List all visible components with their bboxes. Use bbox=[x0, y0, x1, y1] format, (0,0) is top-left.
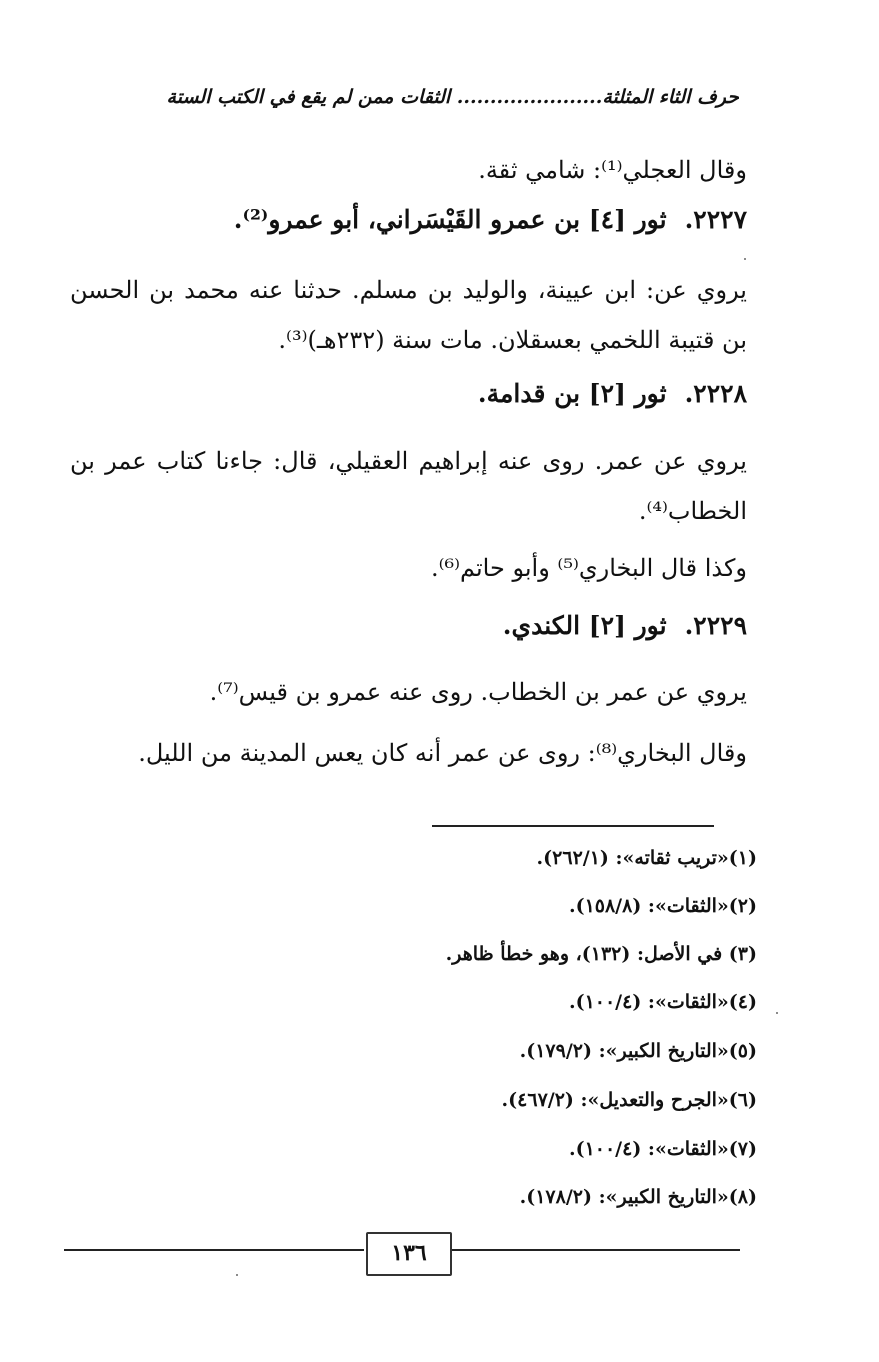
paragraph-ajli: وقال العجلي⁽¹⁾: شامي ثقة. bbox=[478, 156, 747, 184]
entry-2227 bbox=[70, 200, 747, 240]
running-header: حرف الثاء المثلثة...................... الثقات ممن لم يقع في الكتب الستة bbox=[166, 86, 739, 108]
scan-speck bbox=[236, 1274, 238, 1276]
footnote-5: (٥)«التاريخ الكبير»: (١٧٩/٢). bbox=[519, 1040, 757, 1062]
footnote-8: (٨)«التاريخ الكبير»: (١٧٨/٢). bbox=[519, 1186, 757, 1208]
footnote-4: (٤)«الثقات»: (١٠٠/٤). bbox=[568, 991, 757, 1013]
footnote-7: (٧)«الثقات»: (١٠٠/٤). bbox=[568, 1138, 757, 1160]
page-number-rule-right bbox=[450, 1249, 740, 1251]
paragraph-bukhari-2229: وقال البخاري⁽⁸⁾: روى عن عمر أنه كان يعس المدينة من الليل. bbox=[138, 739, 747, 767]
entry-number: ٢٢٢٧. bbox=[684, 205, 747, 234]
page-number: ١٣٦ bbox=[366, 1232, 452, 1276]
entry-title: ثور [٢] بن قدامة. bbox=[477, 379, 667, 408]
scan-speck bbox=[744, 258, 746, 260]
paragraph-2228-body: يروي عن عمر. روى عنه إبراهيم العقيلي، قال: جاءنا كتاب عمر بن الخطاب⁽⁴⁾. bbox=[70, 447, 747, 525]
entry-number: ٢٢٢٨. bbox=[684, 379, 747, 408]
footnote-separator bbox=[432, 825, 714, 827]
entry-2228 bbox=[70, 374, 747, 414]
footnote-1: (١)«تريب ثقاته»: (٢٦٢/١). bbox=[536, 847, 757, 869]
paragraph-2229-body: يروي عن عمر بن الخطاب. روى عنه عمرو بن قيس⁽⁷⁾. bbox=[209, 678, 747, 706]
footnote-2: (٢)«الثقات»: (١٥٨/٨). bbox=[568, 895, 757, 917]
entry-2229 bbox=[70, 606, 747, 646]
paragraph-bukhari-abuhatim: وكذا قال البخاري⁽⁵⁾ وأبو حاتم⁽⁶⁾. bbox=[430, 554, 747, 582]
paragraph-2227-body: يروي عن: ابن عيينة، والوليد بن مسلم. حدثنا عنه محمد بن الحسن بن قتيبة اللخمي بعسقلان. مات سنة (٢٣٢هـ)⁽³⁾. bbox=[70, 276, 747, 354]
page-number-rule-left bbox=[64, 1249, 364, 1251]
entry-number: ٢٢٢٩. bbox=[684, 611, 747, 640]
footnote-6: (٦)«الجرح والتعديل»: (٤٦٧/٢). bbox=[501, 1089, 757, 1111]
footnote-3: (٣) في الأصل: (١٣٢)، وهو خطأ ظاهر. bbox=[445, 943, 757, 965]
scan-speck bbox=[776, 1012, 778, 1014]
entry-title: ثور [٤] بن عمرو القَيْسَراني، أبو عمرو⁽²⁾. bbox=[233, 205, 667, 234]
entry-title: ثور [٢] الكندي. bbox=[502, 611, 667, 640]
